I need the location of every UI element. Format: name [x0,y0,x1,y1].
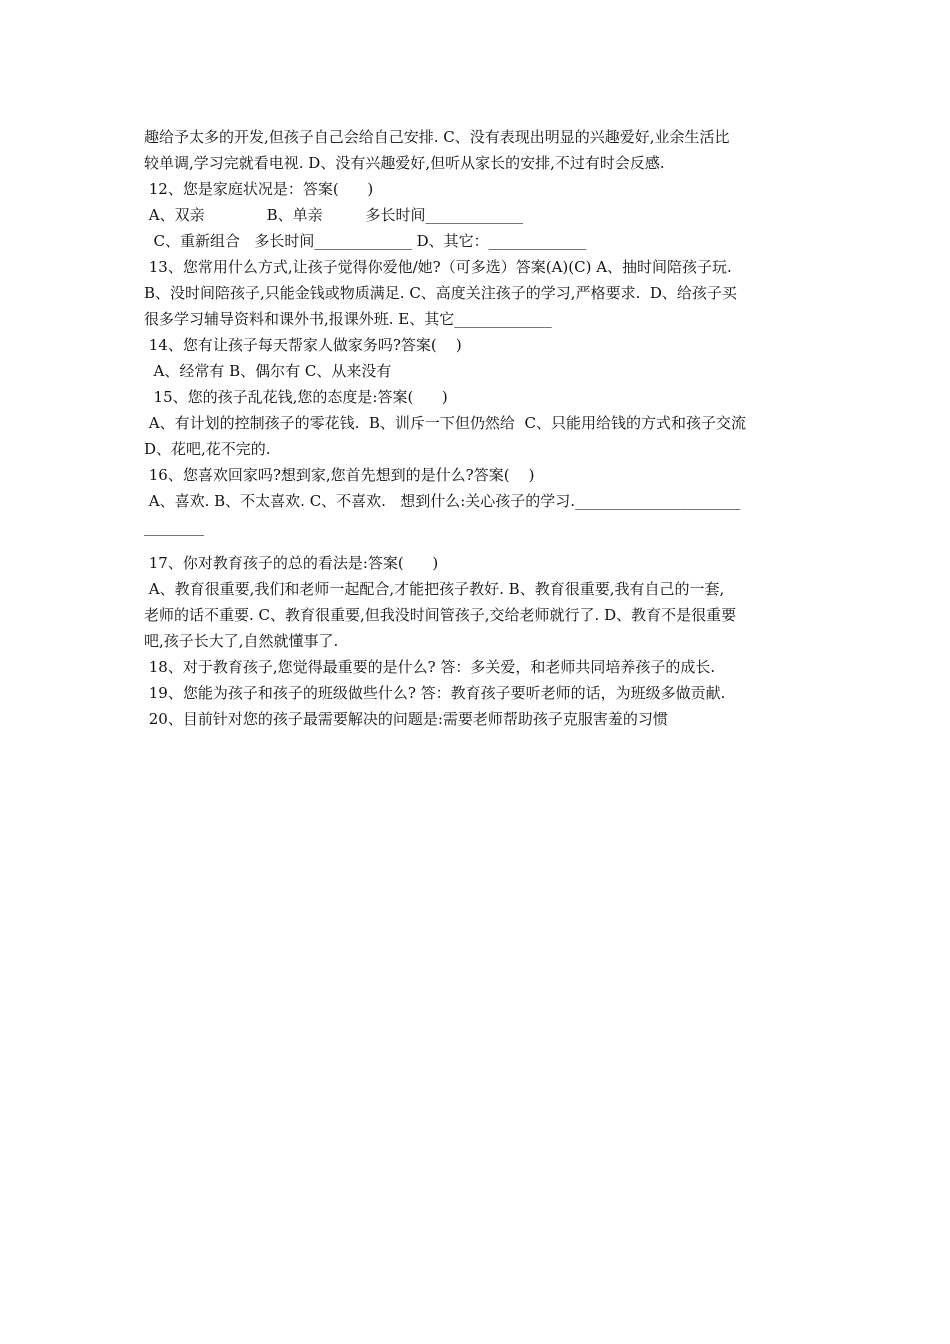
question-17: 17、你对教育孩子的总的看法是:答案( ) [144,554,439,572]
text-line: 趣给予太多的开发,但孩子自己会给自己安排. C、没有表现出明显的兴趣爱好,业余生活比 [144,128,730,146]
question-14: 14、您有让孩子每天帮家人做家务吗?答案( ) [144,336,462,354]
text-line: 较单调,学习完就看电视. D、没有兴趣爱好,但听从家长的安排,不过有时会反感. [144,154,665,172]
question-18: 18、对于教育孩子,您觉得最重要的是什么? 答：多关爱，和老师共同培养孩子的成长. [144,658,716,676]
document-body [144,124,810,732]
question-17-options: 吧,孩子长大了,自然就懂事了. [144,632,339,650]
question-12: 12、您是家庭状况是：答案( ) [144,180,374,198]
question-17-options: 老师的话不重要. C、教育很重要,但我没时间管孩子,交给老师就行了. D、教育不是很重要 [144,606,737,624]
question-14-options: A、经常有 B、偶尔有 C、从来没有 [144,362,392,380]
question-16: 16、您喜欢回家吗?想到家,您首先想到的是什么?答案( ) [144,466,535,484]
question-12-options: A、双亲 B、单亲 多长时间_____________ [144,206,524,224]
question-19: 19、您能为孩子和孩子的班级做些什么? 答：教育孩子要听老师的话，为班级多做贡献. [144,684,726,702]
question-20: 20、目前针对您的孩子最需要解决的问题是:需要老师帮助孩子克服害羞的习惯 [144,710,668,728]
question-13-options: 很多学习辅导资料和课外书,报课外班. E、其它_____________ [144,310,552,328]
question-15: 15、您的孩子乱花钱,您的态度是:答案( ) [144,388,448,406]
question-17-options: A、教育很重要,我们和老师一起配合,才能把孩子教好. B、教育很重要,我有自己的一套, [144,580,725,598]
answer-underline: ________ [144,518,204,536]
question-16-options: A、喜欢. B、不太喜欢. C、不喜欢. 想到什么:关心孩子的学习.______________________ [144,492,741,510]
question-15-options: A、有计划的控制孩子的零花钱. B、训斥一下但仍然给 C、只能用给钱的方式和孩子交流 [144,414,746,432]
question-12-options: C、重新组合 多长时间_____________ D、其它：_____________ [144,232,587,250]
question-13-options: B、没时间陪孩子,只能金钱或物质满足. C、高度关注孩子的学习,严格要求. D、给孩子买 [144,284,737,302]
question-13: 13、您常用什么方式,让孩子觉得你爱他/她?（可多选）答案(A)(C) A、抽时间陪孩子玩. [144,258,732,276]
question-15-options: D、花吧,花不完的. [144,440,271,458]
spacer [144,540,810,550]
